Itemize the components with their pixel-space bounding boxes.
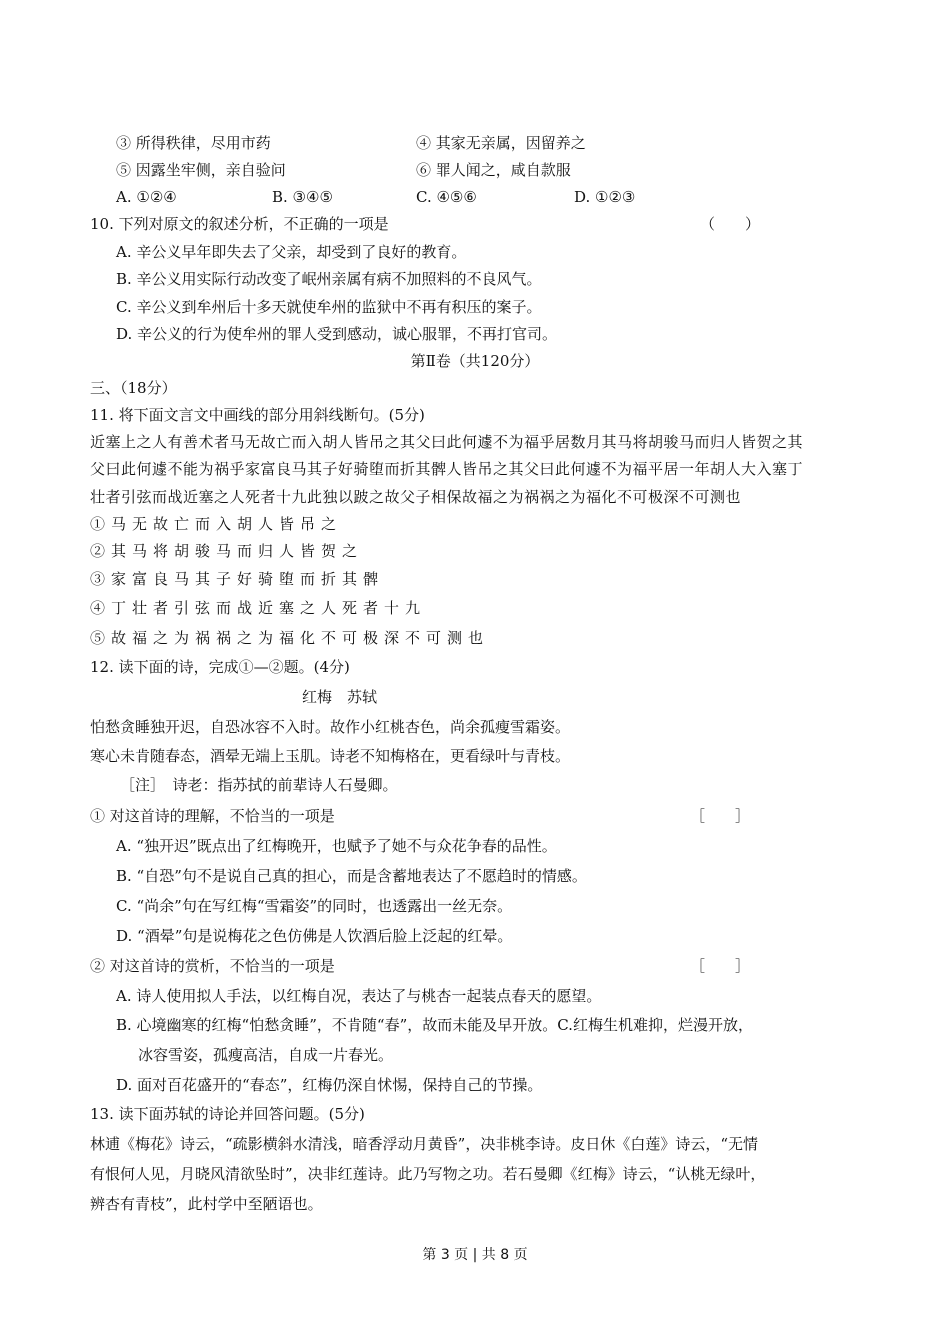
q11-sentence-5: ⑤故福之为祸祸之为福化不可极深不可测也: [90, 629, 490, 647]
q11-passage-line-3: 壮者引弦而战近塞之人死者十九此独以跛之故父子相保故福之为祸祸之为福化不可极深不可测也: [90, 488, 742, 506]
volume-2-title: 第Ⅱ卷（共120分）: [410, 352, 540, 370]
q9-option-6: ⑥ 罪人闻之，咸自款服: [416, 161, 571, 179]
q9-choice-a: A. ①②④: [116, 188, 177, 206]
q12-sub2-option-a: A. 诗人使用拟人手法，以红梅自况，表达了与桃杏一起装点春天的愿望。: [116, 987, 602, 1005]
q12-sub1-option-b: B. “自恐”句不是说自己真的担心，而是含蓄地表达了不愿趋时的情感。: [116, 867, 587, 885]
q12-sub1-option-a: A. “独开迟”既点出了红梅晚开，也赋予了她不与众花争春的品性。: [116, 837, 557, 855]
poem-line-2: 寒心未肯随春态，酒晕无端上玉肌。诗老不知梅格在，更看绿叶与青枝。: [90, 747, 571, 765]
q13-passage-line-2: 有恨何人见，月晓风清欲坠时”，决非红莲诗。此乃写物之功。若石曼卿《红梅》诗云，“认桃无绿叶，: [90, 1165, 766, 1183]
q11-stem: 11. 将下面文言文中画线的部分用斜线断句。(5分): [90, 406, 425, 424]
q12-sub2-bracket: ［ ］: [690, 957, 751, 975]
section-3-heading: 三、（18分）: [90, 379, 177, 397]
q11-sentence-1: ①马无故亡而入胡人皆吊之: [90, 515, 343, 533]
q13-stem: 13. 读下面苏轼的诗论并回答问题。(5分): [90, 1105, 365, 1123]
q12-sub2-option-d: D. 面对百花盛开的“春态”，红梅仍深自怵惕，保持自己的节操。: [116, 1076, 543, 1094]
q9-option-4: ④ 其家无亲属，因留养之: [416, 134, 586, 152]
q10-option-a: A. 辛公义早年即失去了父亲，却受到了良好的教育。: [116, 243, 467, 261]
poem-line-1: 怕愁贪睡独开迟，自恐冰容不入时。故作小红桃杏色，尚余孤瘦雪霜姿。: [90, 718, 571, 736]
q9-choice-d: D. ①②③: [574, 188, 636, 206]
q11-sentence-4: ④丁壮者引弦而战近塞之人死者十九: [90, 599, 427, 617]
page-footer: 第 3 页 | 共 8 页: [422, 1247, 528, 1263]
q12-sub2-stem: ② 对这首诗的赏析，不恰当的一项是: [90, 957, 335, 975]
q13-passage-line-3: 辨杏有青枝”，此村学中至陋语也。: [90, 1195, 323, 1213]
q11-passage-line-2: 父曰此何遽不能为祸乎家富良马其子好骑堕而折其髀人皆吊之其父曰此何遽不为福平居一年胡人大入塞丁: [90, 460, 804, 478]
q10-answer-bracket: （ ）: [700, 215, 761, 233]
q11-sentence-2: ②其马将胡骏马而归人皆贺之: [90, 542, 364, 560]
q10-option-c: C. 辛公义到牟州后十多天就使牟州的监狱中不再有积压的案子。: [116, 298, 542, 316]
q12-sub1-bracket: ［ ］: [690, 807, 751, 825]
q9-choice-c: C. ④⑤⑥: [416, 188, 477, 206]
q10-option-d: D. 辛公义的行为使牟州的罪人受到感动，诚心服罪，不再打官司。: [116, 325, 558, 343]
q12-sub2-option-b-line-2: 冰容雪姿，孤瘦高洁，自成一片春光。: [138, 1046, 394, 1064]
poem-note: ［注］ 诗老：指苏拭的前辈诗人石曼卿。: [120, 776, 398, 794]
q11-sentence-3: ③家富良马其子好骑堕而折其髀: [90, 570, 385, 588]
q11-passage-line-1: 近塞上之人有善术者马无故亡而入胡人皆吊之其父曰此何遽不为福乎居数月其马将胡骏马而归人皆贺之其: [90, 433, 804, 451]
q12-sub1-option-c: C. “尚余”句在写红梅“雪霜姿”的同时，也透露出一丝无奈。: [116, 897, 513, 915]
q13-passage-line-1: 林逋《梅花》诗云，“疏影横斜水清浅，暗香浮动月黄昏”，决非桃李诗。皮日休《白莲》诗云，“无情: [90, 1135, 759, 1153]
q9-option-3: ③ 所得秩律，尽用市药: [116, 134, 271, 152]
q12-stem: 12. 读下面的诗，完成①—②题。(4分): [90, 658, 350, 676]
q12-sub2-option-b-line-1: B. 心境幽寒的红梅“怕愁贪睡”，不肯随“春”，故而未能及早开放。C.红梅生机难抑，烂漫开放，: [116, 1016, 753, 1034]
q9-choice-b: B. ③④⑤: [272, 188, 333, 206]
q12-sub1-option-d: D. “酒晕”句是说梅花之色仿佛是人饮酒后脸上泛起的红晕。: [116, 927, 513, 945]
q12-sub1-stem: ① 对这首诗的理解，不恰当的一项是: [90, 807, 335, 825]
q10-option-b: B. 辛公义用实际行动改变了岷州亲属有病不加照料的不良风气。: [116, 270, 542, 288]
poem-title: 红梅 苏轼: [302, 688, 378, 706]
q9-option-5: ⑤ 因露坐牢侧，亲自验问: [116, 161, 286, 179]
q10-stem: 10. 下列对原文的叙述分析，不正确的一项是: [90, 215, 389, 233]
